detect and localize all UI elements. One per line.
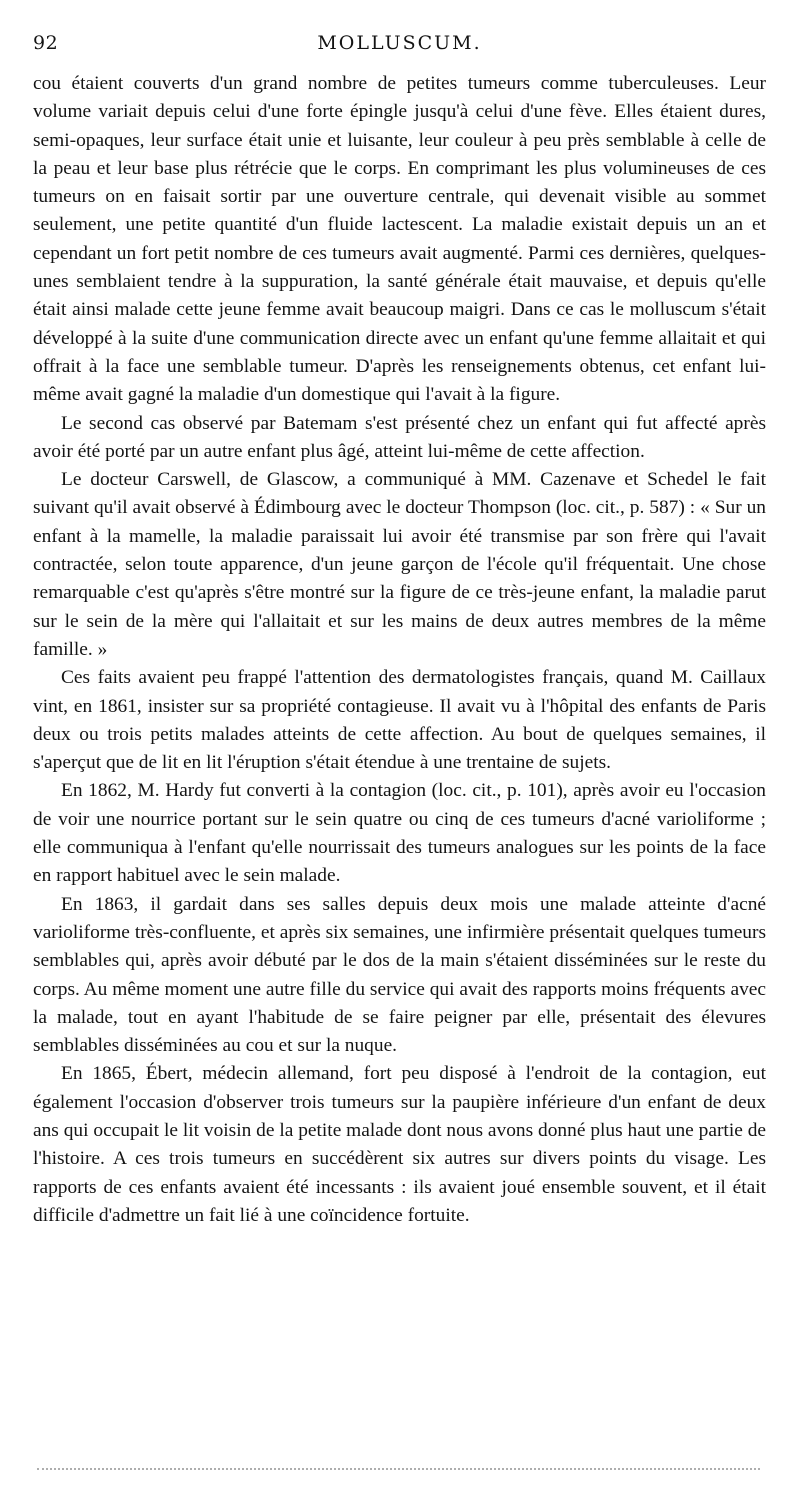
paragraph-7: En 1865, Ébert, médecin allemand, fort peu disposé à l'endroit de la contagion, eut également l'occasion d'observer trois tumeurs sur la paupière inférieure d'un enfant de deux ans qui occupait le lit voisin de la petite malade dont nous avons donné plus haut une partie de l'histoire. A ces trois tumeurs en succédèrent six autres sur divers points du visage. Les rapports de ces enfants avaient été incessants : ils avaient joué ensemble souvent, et il était difficile d'admettre un fait lié à une coïncidence fortuite. <box>33 1063 766 1226</box>
paragraph-5: En 1862, M. Hardy fut converti à la contagion (loc. cit., p. 101), après avoir eu l'occasion de voir une nourrice portant sur le sein quatre ou cinq de ces tumeurs d'acné varioliforme ; elle communiqua à l'enfant qu'elle nourrissait des tumeurs analogues sur les points de la face en rapport habituel avec le sein malade. <box>33 780 766 887</box>
page-number: 92 <box>33 32 59 54</box>
paragraph-3: Le docteur Carswell, de Glascow, a communiqué à MM. Cazenave et Schedel le fait suivant qu'il avait observé à Édimbourg avec le docteur Thompson (loc. cit., p. 587) : « Sur un enfant à la mamelle, la maladie paraissait lui avoir été transmise par son frère qui l'avait contractée, selon toute apparence, d'un jeune garçon de l'école qu'il fréquentait. Une chose remarquable c'est qu'après s'être montré sur la figure de ce très-jeune enfant, la maladie parut sur le sein de la mère qui l'allaitait et sur les mains de deux autres membres de la même famille. » <box>33 469 766 660</box>
paragraph-4: Ces faits avaient peu frappé l'attention des dermatologistes français, quand M. Caillaux vint, en 1861, insister sur sa propriété contagieuse. Il avait vu à l'hôpital des enfants de Paris deux ou trois petits malades atteints de cette affection. Au bout de quelques semaines, il s'aperçut que de lit en lit l'éruption s'était étendue à une trentaine de sujets. <box>33 667 766 774</box>
paragraph-1: cou étaient couverts d'un grand nombre de petites tumeurs comme tuberculeuses. Leur volume variait depuis celui d'une forte épingle jusqu'à celui d'une fève. Elles étaient dures, semi-opaques, leur surface était unie et luisante, leur couleur à peu près semblable à celle de la peau et leur base plus rétrécie que le corps. En comprimant les plus volumineuses de ces tumeurs on en faisait sortir par une ouverture centrale, qui devenait visible au sommet seulement, une petite quantité d'un fluide lactescent. La maladie existait depuis un an et cependant un fort petit nombre de ces tumeurs avait augmenté. Parmi ces dernières, quelques-unes semblaient tendre à la suppuration, la santé générale était mauvaise, et depuis qu'elle était ainsi malade cette jeune femme avait beaucoup maigri. Dans ce cas le molluscum s'était développé à la suite d'une communication directe avec un enfant qu'une femme allaitait et qui offrait à la face une semblable tumeur. D'après les renseignements obtenus, cet enfant lui-même avait gagné la maladie d'un domestique qui l'avait à la figure. <box>33 73 766 406</box>
body-text <box>33 70 766 1230</box>
paragraph-6: En 1863, il gardait dans ses salles depuis deux mois une malade atteinte d'acné varioliforme très-confluente, et après six semaines, une infirmière présentait quelques tumeurs semblables qui, après avoir débuté par le dos de la main s'étaient disséminées sur le reste du corps. Au même moment une autre fille du service qui avait des rapports moins fréquents avec la malade, tout en ayant l'habitude de se faire peigner par elle, présentait des élevures semblables disséminées au cou et sur la nuque. <box>33 893 766 1057</box>
book-page <box>33 30 766 1230</box>
paragraph-2: Le second cas observé par Batemam s'est présenté chez un enfant qui fut affecté après avoir été porté par un autre enfant plus âgé, atteint lui-même de cette affection. <box>33 412 766 462</box>
page-header <box>33 30 766 64</box>
footer-divider <box>37 1468 760 1470</box>
running-title: MOLLUSCUM. <box>317 32 482 54</box>
